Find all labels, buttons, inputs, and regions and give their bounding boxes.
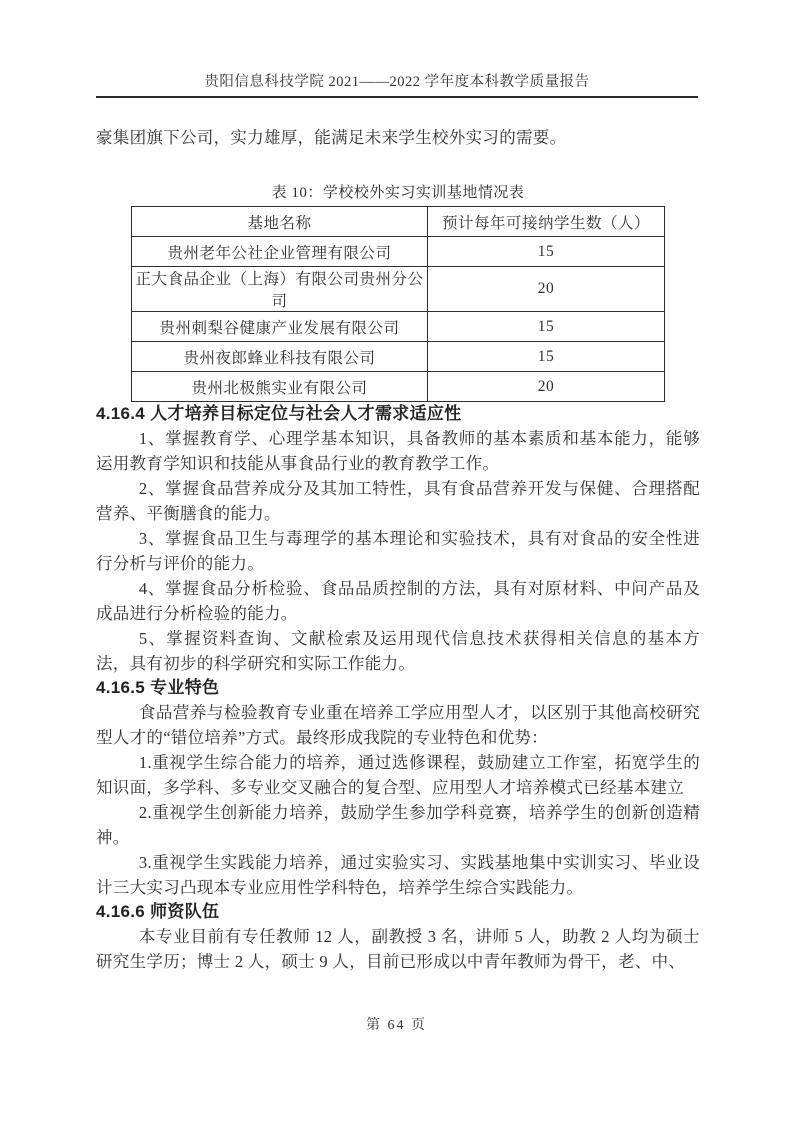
paragraph: 本专业目前有专任教师 12 人，副教授 3 名，讲师 5 人，助教 2 人均为硕士研究生学历；博士 2 人，硕士 9 人，目前已形成以中青年教师为骨干，老、中、 [96,927,700,971]
paragraph: 2.重视学生创新能力培养，鼓励学生参加学科竞赛，培养学生的创新创造精神。 [96,803,700,847]
column-header-base-name: 基地名称 [132,207,428,237]
capacity-cell: 20 [428,372,665,402]
paragraph: 1、掌握教育学、心理学基本知识，具备教师的基本素质和基本能力，能够运用教育学知识和技能从事食品行业的教育教学工作。 [96,429,700,473]
capacity-cell: 15 [428,312,665,342]
table-header-row [132,207,665,237]
table-caption: 表 10：学校校外实习实训基地情况表 [271,185,525,201]
column-header-student-capacity: 预计每年可接纳学生数（人） [428,207,665,237]
section-heading-4-16-4: 4.16.4 人才培养目标定位与社会人才需求适应性 [96,404,462,423]
table-row [132,267,665,312]
paragraph: 3、掌握食品卫生与毒理学的基本理论和实验技术，具有对食品的安全性进行分析与评价的能力。 [96,529,700,573]
base-name-cell: 正大食品企业（上海）有限公司贵州分公司 [132,267,428,312]
capacity-cell: 20 [428,267,665,312]
paragraph: 5、掌握资料查询、文献检索及运用现代信息技术获得相关信息的基本方法，具有初步的科学研究和实际工作能力。 [96,629,700,673]
base-name-cell: 贵州老年公社企业管理有限公司 [132,237,428,267]
paragraph: 1.重视学生综合能力的培养，通过选修课程，鼓励建立工作室，拓宽学生的知识面，多学科、多专业交叉融合的复合型、应用型人才培养模式已经基本建立 [96,753,700,797]
table-row [132,372,665,402]
practice-base-table [131,206,665,402]
page-number: 第 64 页 [366,1018,427,1033]
base-name-cell: 贵州北极熊实业有限公司 [132,372,428,402]
table-row [132,237,665,267]
page-content [96,125,700,974]
table-row [132,342,665,372]
table-row [132,312,665,342]
intro-paragraph: 豪集团旗下公司，实力雄厚，能满足未来学生校外实习的需要。 [96,128,567,147]
paragraph: 4、掌握食品分析检验、食品品质控制的方法，具有对原材料、中问产品及成品进行分析检验的能力。 [96,579,700,623]
section-heading-4-16-6: 4.16.6 师资队伍 [96,902,220,921]
running-header [96,0,698,98]
capacity-cell: 15 [428,342,665,372]
paragraph: 食品营养与检验教育专业重在培养工学应用型人才，以区别于其他高校研究型人才的“错位培养”方式。最终形成我院的专业特色和优势： [96,703,700,747]
capacity-cell: 15 [428,237,665,267]
paragraph: 3.重视学生实践能力培养，通过实验实习、实践基地集中实训实习、毕业设计三大实习凸现本专业应用性学科特色，培养学生综合实践能力。 [96,853,700,897]
section-heading-4-16-5: 4.16.5 专业特色 [96,678,220,697]
base-name-cell: 贵州夜郎蜂业科技有限公司 [132,342,428,372]
paragraph: 2、掌握食品营养成分及其加工特性，具有食品营养开发与保健、合理搭配营养、平衡膳食的能力。 [96,479,700,523]
running-header-title: 贵阳信息科技学院 2021——2022 学年度本科教学质量报告 [204,74,590,90]
base-name-cell: 贵州刺梨谷健康产业发展有限公司 [132,312,428,342]
